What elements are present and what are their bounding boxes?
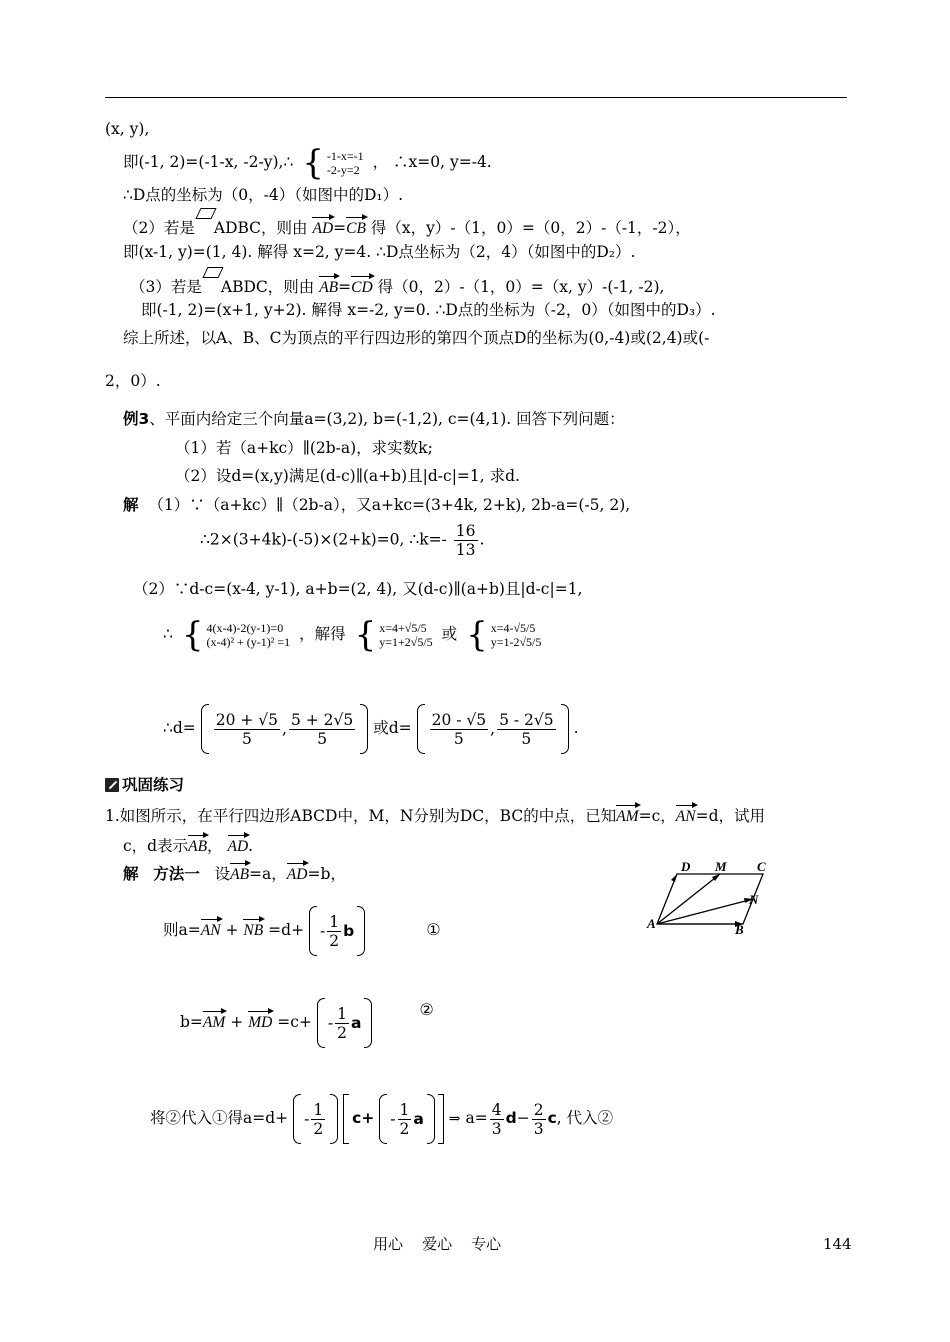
vector: CB xyxy=(346,214,366,236)
solution-2-result: ∴d= $\frac{20 + √5}{5}$ , $\frac{5 + 2√5}{5}$ 或d= $\frac{20 - √5}{5}$ , $\frac{5 - 2√5}{5}$ . xyxy=(163,704,579,754)
label-b: B xyxy=(735,922,744,936)
text-line: (x, y), xyxy=(105,120,150,138)
solution-2-system: ∴ { 4(x-4)-2(y-1)=0 (x-4)² + (y-1)² =1 ，解得 { x=4+√5/5 y=1+2√5/5 或 { x=4-√5/5 y=1-2√5/5 xyxy=(163,615,542,655)
equation-1: 则a=AN + NB =d+ - $\frac{1}{2}$ b ① xyxy=(163,906,441,956)
practice-problem-1-cont: c，d表示AB， AD. xyxy=(123,832,253,857)
example-3: 例3、平面内给定三个向量a=(3,2), b=(-1,2), c=(4,1). 回答下列问题： xyxy=(123,410,625,428)
practice-heading: 巩固练习 xyxy=(105,774,184,796)
text-line: 即(x-1, y)=(1, 4). 解得 x=2, y=4. ∴D点坐标为（2，4）（如图中的D₂）. xyxy=(123,243,636,261)
vector: AM xyxy=(203,1005,225,1030)
label-n: N xyxy=(749,892,759,907)
practice-solution: 解 方法一 设AB=a，AD=b， xyxy=(123,860,346,885)
equation-system: { x=4+√5/5 y=1+2√5/5 xyxy=(354,615,433,655)
parallelogram-figure xyxy=(645,856,775,936)
equation-3: 将②代入①得a=d+ - $\frac{1}{2}$ c+ - $\frac{1}{2}$ a ⇒ a= $\frac{4}{3}$ d− $\frac{2}{3}$ c, 代入② xyxy=(150,1094,613,1144)
text-line: 2，0）. xyxy=(105,372,161,390)
parallelogram-icon xyxy=(202,267,223,278)
header-rule xyxy=(105,97,847,98)
equation-2: b=AM + MD =c+ - $\frac{1}{2}$ a ② xyxy=(180,998,434,1048)
solution-1-result: ∴2×(3+4k)-(-5)×(2+k)=0, ∴k=- $\frac{16}{13}$ . xyxy=(200,522,485,559)
pencil-icon xyxy=(105,778,119,792)
vector: NB xyxy=(243,913,263,938)
label-d: D xyxy=(681,859,691,874)
vector: CD xyxy=(351,273,373,295)
page-number: 144 xyxy=(823,1235,852,1253)
label-a: A xyxy=(647,916,656,931)
label-m: M xyxy=(715,859,727,874)
vector: AM xyxy=(616,802,638,824)
vector: MD xyxy=(248,1005,272,1030)
text-line: （3）若是 ABDC，则由 AB=CD 得（0，2）-（1，0）=（x, y）-(-1, -2), xyxy=(130,267,664,298)
vector: AB xyxy=(230,860,249,882)
text-line: 即(-1, 2)=(-1-x, -2-y),∴ { -1-x=-1 -2-y=2 ， ∴x=0, y=-4. xyxy=(123,143,492,183)
question-1: （1）若（a+kc）∥(2b-a)，求实数k; xyxy=(175,439,433,457)
solution-1: 解 （1）∵（a+kc）∥（2b-a），又a+kc=(3+4k, 2+k), 2b-a=(-5, 2), xyxy=(123,496,631,514)
text-line: 综上所述，以A、B、C为顶点的平行四边形的第四个顶点D的坐标为(0,-4)或(2,4)或(- xyxy=(123,329,710,347)
vector: AB xyxy=(319,273,338,295)
text-line: （2）若是 ADBC，则由 AD=CB 得（x，y）-（1，0）=（0，2）-（-1，-2）， xyxy=(123,208,691,239)
text-line: 即(-1, 2)=(x+1, y+2). 解得 x=-2, y=0. ∴D点的坐标为（-2，0）（如图中的D₃）. xyxy=(141,301,716,319)
footer-motto: 用心 爱心 专心 xyxy=(373,1235,502,1253)
vector: AD xyxy=(312,214,333,236)
vector: AN xyxy=(676,802,696,824)
equation-system: { x=4-√5/5 y=1-2√5/5 xyxy=(466,615,542,655)
solution-2: （2）∵d-c=(x-4, y-1), a+b=(2, 4), 又(d-c)∥(a+b)且|d-c|=1, xyxy=(133,580,583,598)
parallelogram-icon xyxy=(195,208,216,219)
question-2: （2）设d=(x,y)满足(d-c)∥(a+b)且|d-c|=1, 求d. xyxy=(175,467,520,485)
vector: AB xyxy=(188,832,207,854)
equation-system: { -1-x=-1 -2-y=2 xyxy=(302,143,364,183)
equation-system: { 4(x-4)-2(y-1)=0 (x-4)² + (y-1)² =1 xyxy=(181,615,291,655)
text-line: ∴D点的坐标为（0，-4）（如图中的D₁）. xyxy=(123,186,404,204)
vector: AD xyxy=(228,832,249,854)
vector: AN xyxy=(201,913,221,938)
label-c: C xyxy=(757,859,766,874)
practice-problem-1: 1.如图所示，在平行四边形ABCD中，M，N分别为DC，BC的中点，已知AM=c，AN=d，试用 xyxy=(105,802,765,827)
vector: AD xyxy=(287,860,308,882)
